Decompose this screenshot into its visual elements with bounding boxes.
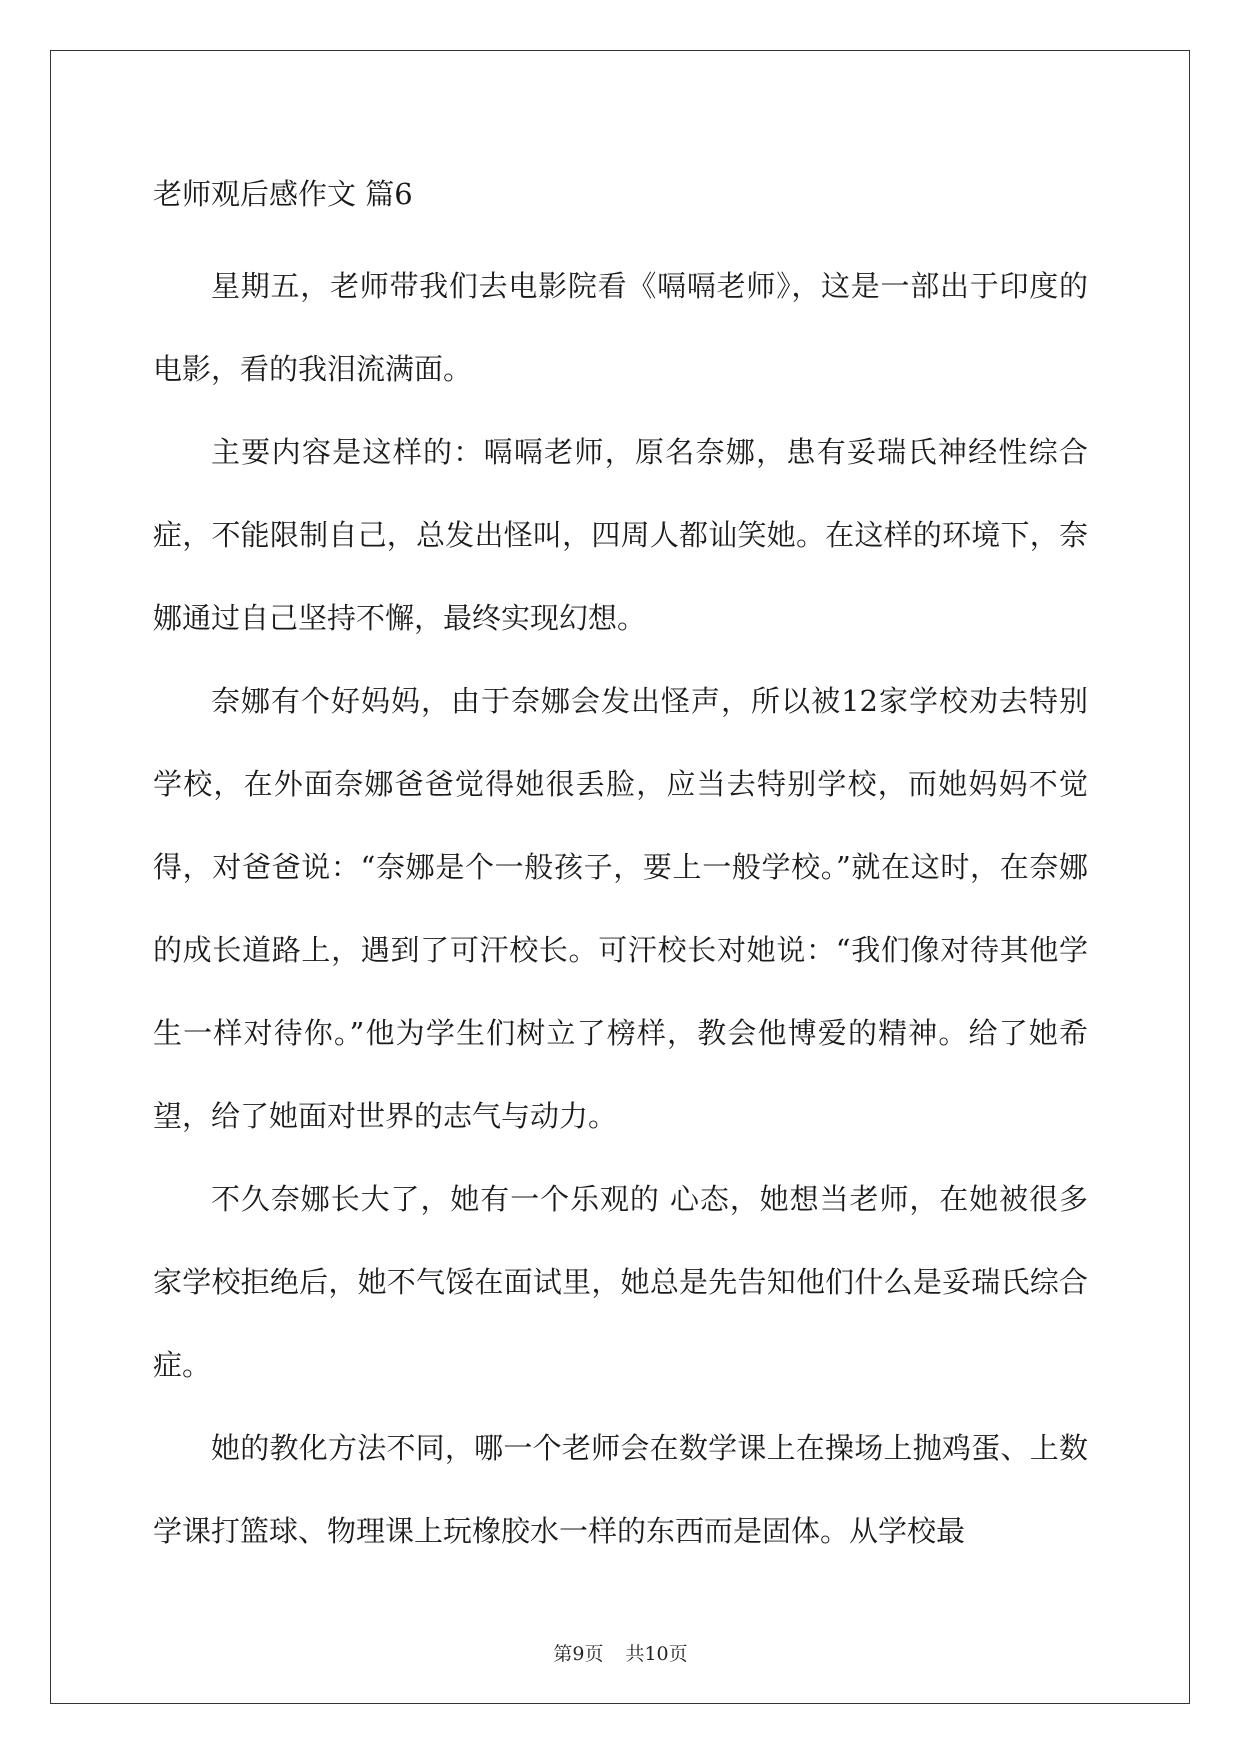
paragraph: 她的教化方法不同，哪一个老师会在数学课上在操场上抛鸡蛋、上数学课打篮球、物理课上玩橡胶水一样的东西而是固体。从学校最 bbox=[153, 1431, 1088, 1548]
page-total: 共10页 bbox=[625, 1643, 688, 1665]
section-heading: 老师观后感作文 篇6 bbox=[153, 177, 413, 211]
paragraph: 不久奈娜长大了，她有一个乐观的 心态，她想当老师，在她被很多家学校拒绝后，她不气馁在面试里，她总是先告知他们什么是妥瑞氏综合症。 bbox=[153, 1182, 1088, 1382]
page-footer bbox=[0, 1642, 1241, 1666]
document-body bbox=[153, 168, 1088, 1573]
paragraph: 星期五，老师带我们去电影院看《嗝嗝老师》，这是一部出于印度的电影，看的我泪流满面。 bbox=[153, 269, 1088, 386]
page-number: 第9页 bbox=[553, 1643, 604, 1665]
paragraph: 奈娜有个好妈妈，由于奈娜会发出怪声，所以被12家学校劝去特别学校，在外面奈娜爸爸觉得她很丢脸，应当去特别学校，而她妈妈不觉得，对爸爸说：“奈娜是个一般孩子，要上一般学校。”就在这时，在奈娜的成长道路上，遇到了可汗校长。可汗校长对她说：“我们像对待其他学生一样对待你。”他为学生们树立了榜样，教会他博爱的精神。给了她希望，给了她面对世界的志气与动力。 bbox=[153, 684, 1088, 1133]
paragraph: 主要内容是这样的：嗝嗝老师，原名奈娜，患有妥瑞氏神经性综合症，不能限制自己，总发出怪叫，四周人都讪笑她。在这样的环境下，奈娜通过自己坚持不懈，最终实现幻想。 bbox=[153, 435, 1088, 635]
